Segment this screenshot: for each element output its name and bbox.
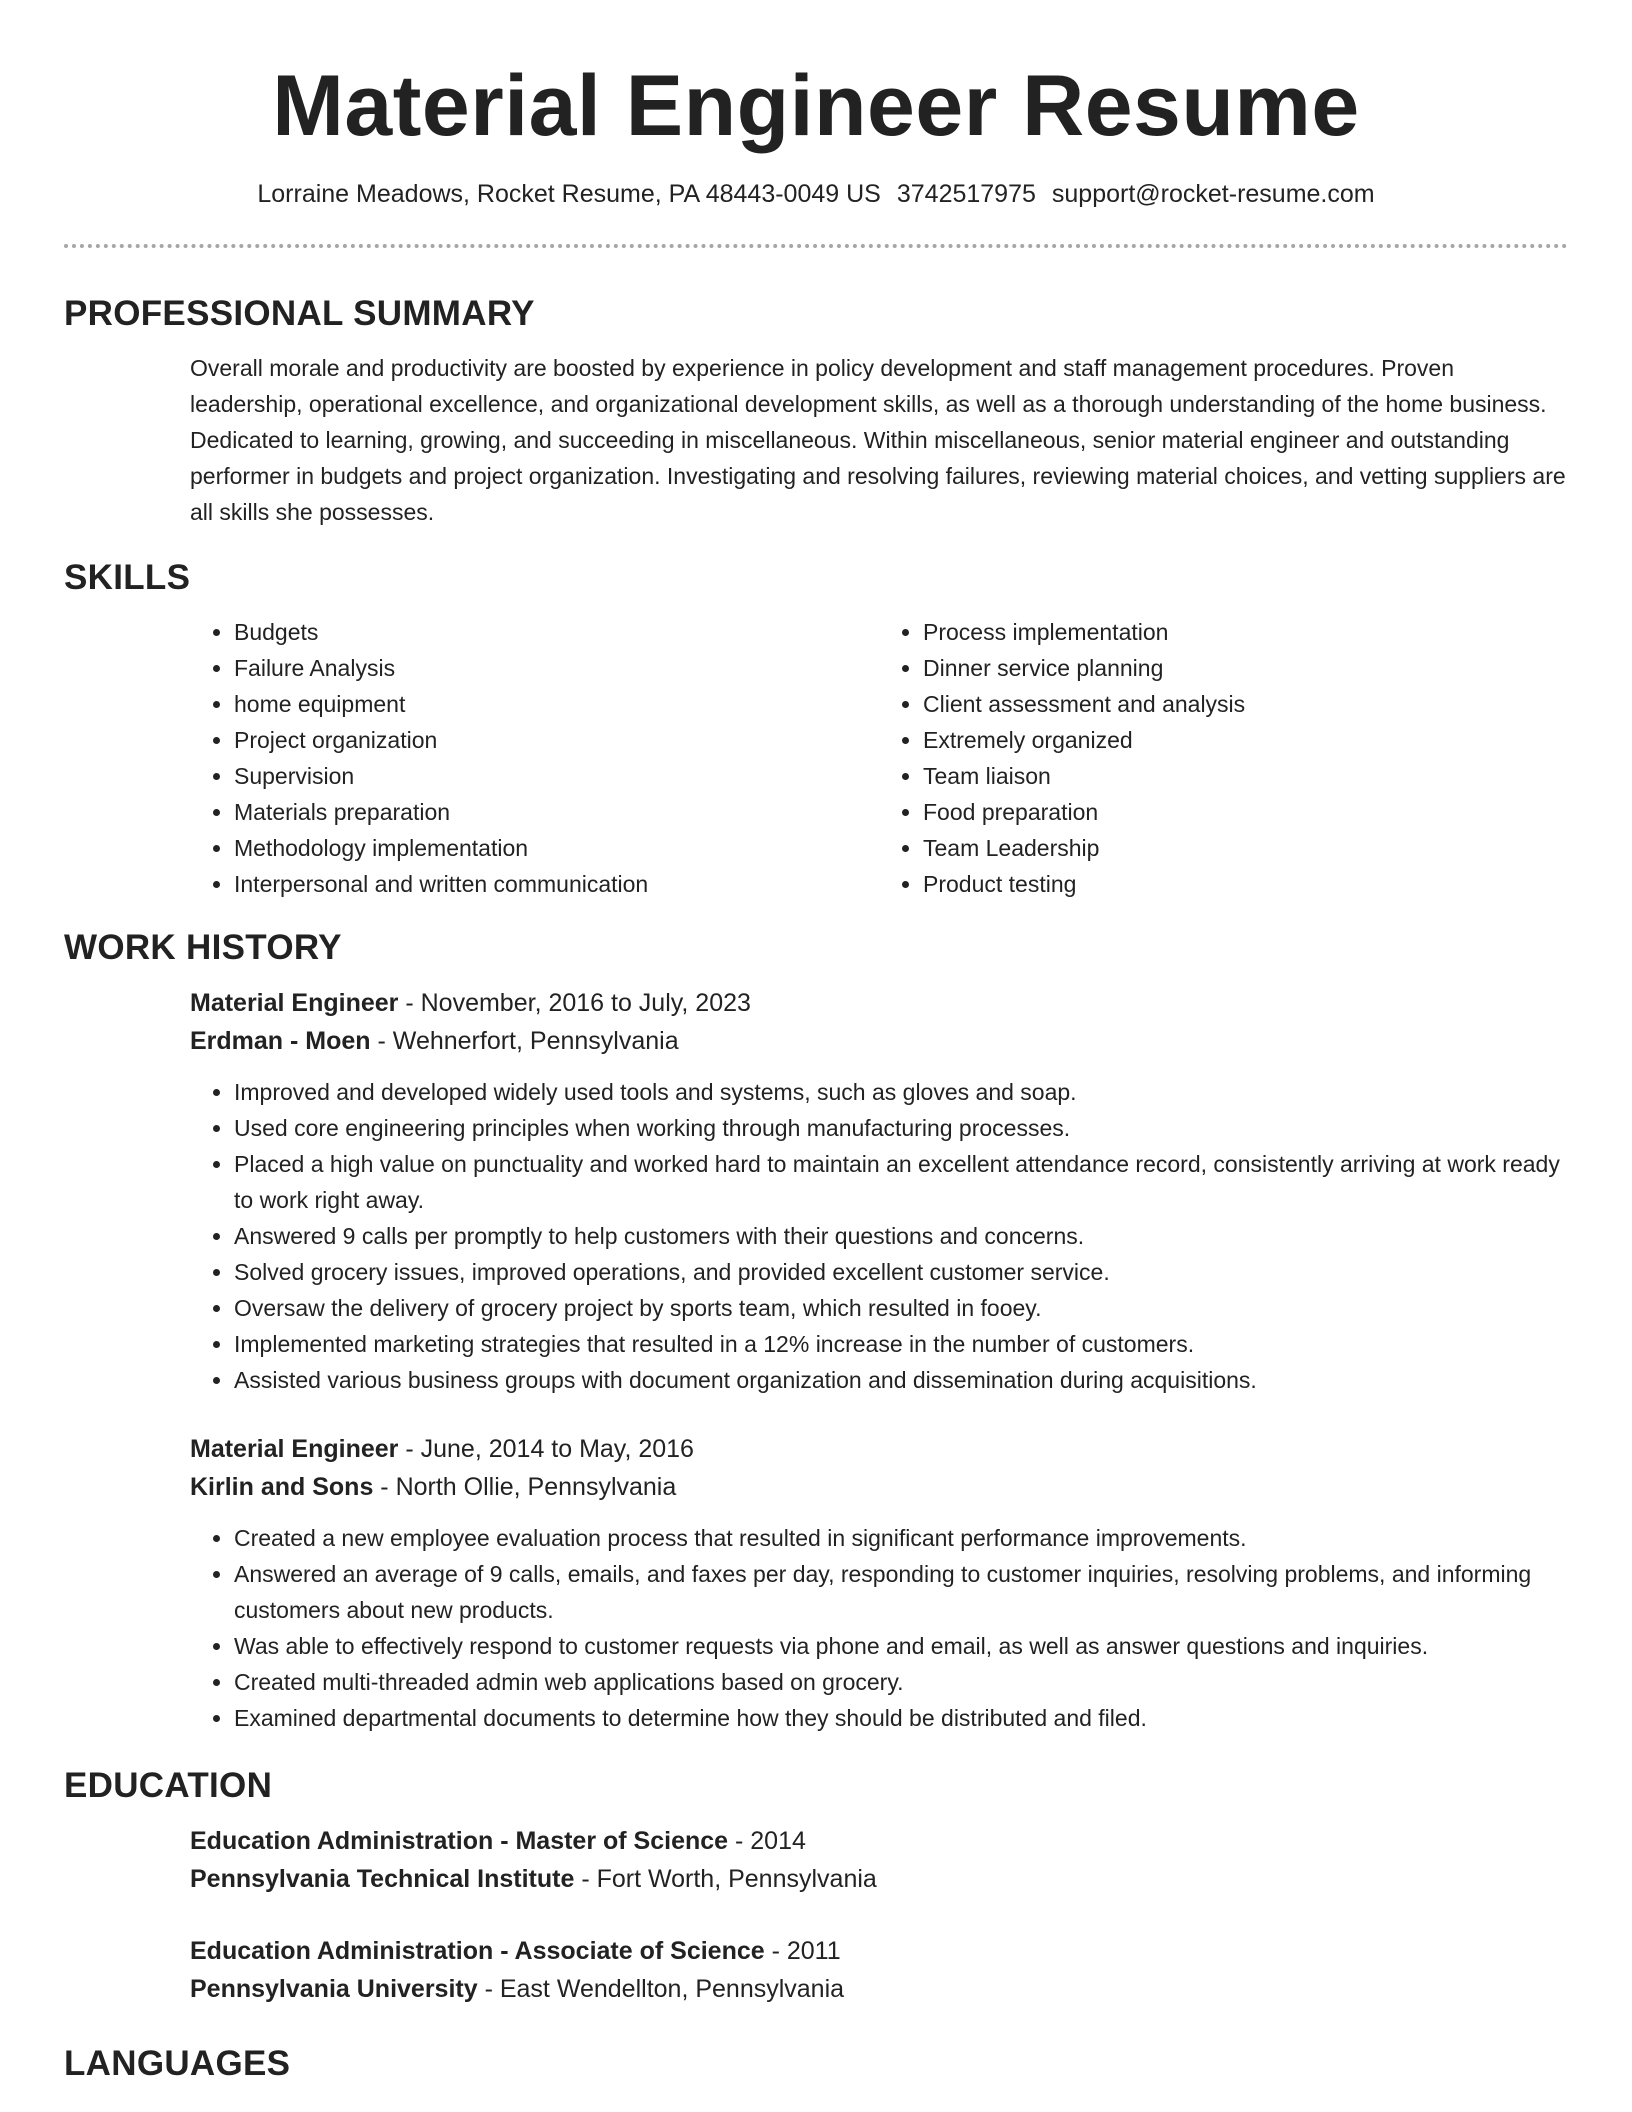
skill-item: • Process implementation [923,614,1568,650]
education-degree-line [190,1932,1568,1970]
job-dates: - June, 2014 to May, 2016 [398,1435,694,1463]
education-school-line [190,1860,1568,1898]
job-bullet: • Was able to effectively respond to customer requests via phone and email, as well as answer questions and inquiries. [234,1628,1568,1664]
contact-address: Lorraine Meadows, Rocket Resume, PA 48443-0049 US [257,180,881,208]
contact-line [64,178,1568,210]
job-entry [190,984,1568,1398]
job-company-line [190,1022,1568,1060]
job-entry [190,1430,1568,1736]
job-bullet: • Created a new employee evaluation process that resulted in significant performance improvements. [234,1520,1568,1556]
skill-item: • home equipment [234,686,879,722]
contact-phone: 3742517975 [896,180,1036,208]
job-bullets [190,1074,1568,1398]
education-degree: Education Administration - Master of Science [190,1827,729,1855]
job-bullets [190,1520,1568,1736]
skill-item: • Materials preparation [234,794,879,830]
skills-heading: SKILLS [64,558,191,597]
education-entry [190,1822,1568,1898]
job-location: - Wehnerfort, Pennsylvania [370,1027,679,1055]
job-dates: - November, 2016 to July, 2023 [398,989,751,1017]
education-entry [190,1932,1568,2008]
job-company-line [190,1468,1568,1506]
education-location: - Fort Worth, Pennsylvania [574,1865,877,1893]
summary-section [190,350,1568,530]
work-history-heading: WORK HISTORY [64,928,342,967]
skills-column-right [879,614,1568,902]
resume-page [64,0,1568,2086]
education-heading: EDUCATION [64,1766,273,1805]
job-title-line [190,1430,1568,1468]
skill-item: • Supervision [234,758,879,794]
job-title: Material Engineer [190,1435,399,1463]
skill-item: • Failure Analysis [234,650,879,686]
skill-item: • Interpersonal and written communication [234,866,879,902]
skill-item: • Product testing [923,866,1568,902]
job-company: Erdman - Moen [190,1027,371,1055]
education-location: - East Wendellton, Pennsylvania [477,1975,845,2003]
job-company: Kirlin and Sons [190,1473,374,1501]
job-bullet: • Examined departmental documents to determine how they should be distributed and filed. [234,1700,1568,1736]
job-location: - North Ollie, Pennsylvania [373,1473,677,1501]
skill-item: • Client assessment and analysis [923,686,1568,722]
skill-item: • Food preparation [923,794,1568,830]
education-school-line [190,1970,1568,2008]
summary-heading: PROFESSIONAL SUMMARY [64,294,535,333]
skill-item: • Team liaison [923,758,1568,794]
job-title: Material Engineer [190,989,399,1017]
header-divider [64,244,1568,248]
education-year: - 2014 [728,1827,806,1855]
job-bullet: • Solved grocery issues, improved operations, and provided excellent customer service. [234,1254,1568,1290]
job-bullet: • Created multi-threaded admin web applications based on grocery. [234,1664,1568,1700]
education-degree: Education Administration - Associate of Science [190,1937,765,1965]
job-bullet: • Oversaw the delivery of grocery project by sports team, which resulted in fooey. [234,1290,1568,1326]
skill-item: • Team Leadership [923,830,1568,866]
job-bullet: • Answered 9 calls per promptly to help customers with their questions and concerns. [234,1218,1568,1254]
languages-heading: LANGUAGES [64,2044,291,2083]
job-bullet: • Improved and developed widely used tools and systems, such as gloves and soap. [234,1074,1568,1110]
education-school: Pennsylvania University [190,1975,478,2003]
skill-item: • Project organization [234,722,879,758]
job-bullet: • Assisted various business groups with document organization and dissemination during acquisitions. [234,1362,1568,1398]
education-school: Pennsylvania Technical Institute [190,1865,575,1893]
resume-title: Material Engineer Resume [272,58,1360,154]
skills-column-left [190,614,879,902]
summary-text: Overall morale and productivity are boosted by experience in policy development and staff management procedures. Proven leadership, operational excellence, and organizational development skills, as well as a thorough understanding of the home business. Dedicated to learning, growing, and succeeding in miscellaneous. Within miscellaneous, senior material engineer and outstanding performer in budgets and project organization. Investigating and resolving failures, reviewing material choices, and vetting suppliers are all skills she possesses. [190,355,1566,525]
education-year: - 2011 [764,1937,841,1965]
job-title-line [190,984,1568,1022]
skill-item: • Budgets [234,614,879,650]
job-bullet: • Answered an average of 9 calls, emails, and faxes per day, responding to customer inquiries, resolving problems, and informing customers about new products. [234,1556,1568,1628]
education-degree-line [190,1822,1568,1860]
skill-item: • Methodology implementation [234,830,879,866]
skill-item: • Dinner service planning [923,650,1568,686]
contact-email[interactable]: support@rocket-resume.com [1051,180,1375,208]
skill-item: • Extremely organized [923,722,1568,758]
job-bullet: • Used core engineering principles when working through manufacturing processes. [234,1110,1568,1146]
job-bullet: • Placed a high value on punctuality and worked hard to maintain an excellent attendance record, consistently arriving at work ready to work right away. [234,1146,1568,1218]
skills-list [190,614,1568,902]
job-bullet: • Implemented marketing strategies that resulted in a 12% increase in the number of customers. [234,1326,1568,1362]
